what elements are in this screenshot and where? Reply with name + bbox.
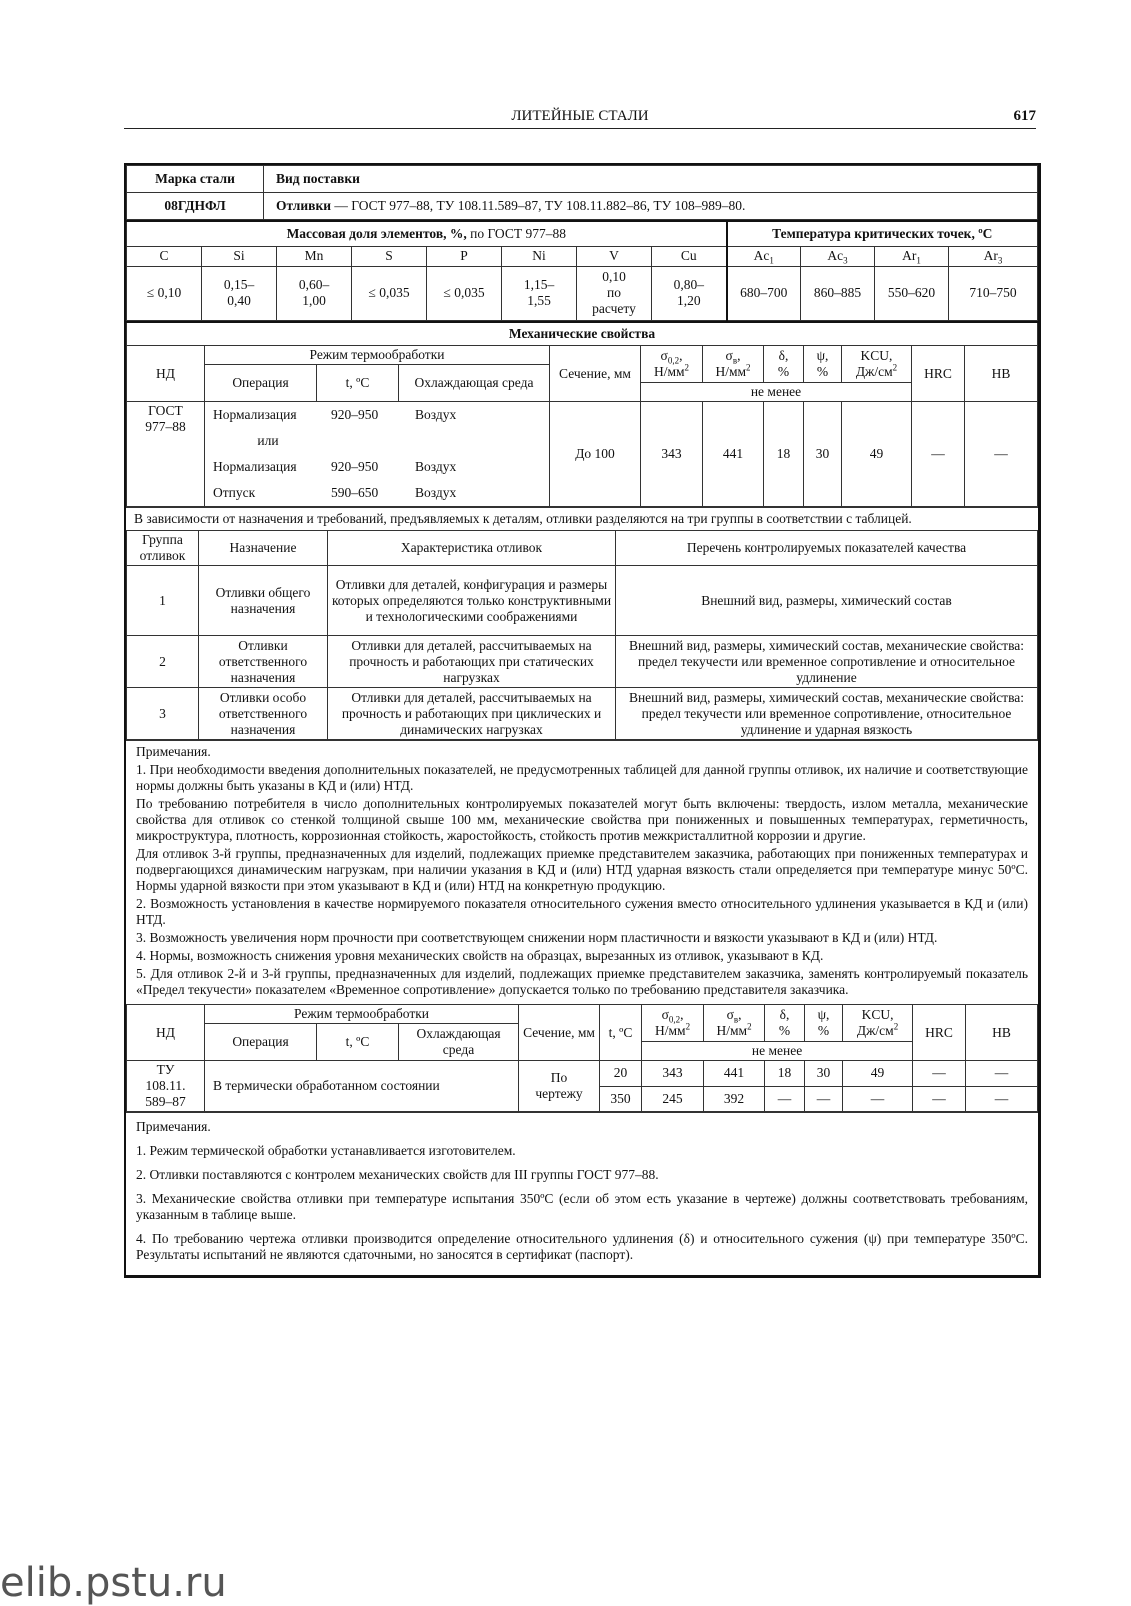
tu-value: 350 — [600, 1086, 642, 1112]
groups-header-0: Группа отливок — [127, 531, 199, 566]
mode-cells — [205, 402, 550, 507]
tu-sigma02-header: $\sigma_{0,2}$, $Н/мм^2$ — [642, 1005, 704, 1042]
group-quality-indicators: Внешний вид, размеры, химический состав, механические свойства: предел текучести или временное сопротивление и относительное удлинение — [616, 636, 1038, 688]
notes-block-2 — [126, 1112, 1038, 1275]
mode-line — [205, 402, 549, 428]
tu-value: — — [805, 1086, 843, 1112]
tu-mode-header: Режим термообработки — [205, 1005, 519, 1024]
tu-delta-header: δ, % — [765, 1005, 805, 1042]
tu-value: 30 — [805, 1061, 843, 1087]
notes-block-1 — [126, 740, 1038, 1004]
note-paragraph: Примечания. — [136, 1119, 211, 1134]
tu-nd-value: ТУ 108.11. 589–87 — [127, 1061, 205, 1112]
element-header-row — [127, 246, 1038, 266]
tu-temp-test-header: t, ºС — [600, 1005, 642, 1061]
psi-value: 30 — [804, 402, 842, 507]
temp-header: t, ºС — [317, 365, 399, 402]
mechanical-properties-table — [126, 321, 1038, 508]
psi-header: ψ, % — [804, 346, 842, 383]
group-row — [127, 636, 1038, 688]
element-header-s: S — [352, 246, 427, 266]
hb-value: — — [965, 402, 1038, 507]
grade-value: 08ГДНФЛ — [127, 193, 264, 220]
tu-section-value: По чертежу — [519, 1061, 600, 1112]
note-paragraph: 3. Возможность увеличения норм прочности при соответствующем снижении норм пластичности и вязкости указывают в КД и (или) НТД. — [136, 930, 938, 945]
tu-section-header: Сечение, мм — [519, 1005, 600, 1061]
tu-value: 49 — [843, 1061, 913, 1087]
tu-value: — — [843, 1086, 913, 1112]
temperature-value: 590–650 — [331, 485, 379, 500]
element-value-cu: 0,80– 1,20 — [652, 266, 727, 320]
operation-value: или — [257, 433, 279, 448]
sigmab-header: $\sigma_в$, $Н/мм^2$ — [703, 346, 764, 383]
running-header — [124, 106, 1036, 129]
tu-value: — — [913, 1086, 966, 1112]
tu-value: — — [765, 1086, 805, 1112]
mode-line — [205, 480, 549, 506]
critical-point-header-ac3: $Ac_3$ — [801, 246, 875, 266]
delta-value: 18 — [764, 402, 804, 507]
group-row — [127, 566, 1038, 636]
element-value-ni: 1,15– 1,55 — [502, 266, 577, 320]
note-paragraph: 3. Механические свойства отливки при температуре испытания 350ºС (если об этом есть указание в чертеже) должны соответствовать требованиям, указанным в таблице выше. — [136, 1191, 1028, 1222]
temperature-value: 920–950 — [331, 407, 379, 422]
tu-value: 245 — [642, 1086, 704, 1112]
groups-header-1: Назначение — [199, 531, 328, 566]
groups-header-3: Перечень контролируемых показателей качества — [616, 531, 1038, 566]
operation-value: Нормализация — [213, 459, 297, 474]
tu-sigmab-header: $\sigma_в$, $Н/мм^2$ — [704, 1005, 765, 1042]
note-paragraph: 4. По требованию чертежа отливки производится определение относительного удлинения (δ) и относительного сужения (ψ) при температуре 350ºС. Результаты испытаний не являются сдаточными, но заносятся в сертификат (паспорт). — [136, 1231, 1028, 1262]
operation-value: Нормализация — [213, 407, 297, 422]
kcu-value: 49 — [842, 402, 912, 507]
note-paragraph: 2. Отливки поставляются с контролем механических свойств для III группы ГОСТ 977–88. — [136, 1167, 659, 1182]
element-value-p: ≤ 0,035 — [427, 266, 502, 320]
page-number: 617 — [1013, 108, 1036, 124]
tu-mechanical-table — [126, 1004, 1038, 1112]
group-purpose: Отливки общего назначения — [199, 566, 328, 636]
grade-label: Марка стали — [127, 166, 264, 193]
groups-header-row — [127, 531, 1038, 566]
hb-header: НВ — [965, 346, 1038, 402]
tu-value: 20 — [600, 1061, 642, 1087]
note-paragraph: 5. Для отливок 2-й и 3-й группы, предназначенных для изделий, подлежащих приемке представителем заказчика, заменять контролируемый показатель «Предел текучести» показателем «Временное сопротивление» допускается только по требованию представителя заказчика. — [136, 966, 1028, 997]
group-purpose: Отливки особо ответственного назначения — [199, 688, 328, 740]
tu-psi-header: ψ, % — [805, 1005, 843, 1042]
tu-value: 441 — [704, 1061, 765, 1087]
critical-point-value-ar1: 550–620 — [875, 266, 949, 320]
element-header-p: P — [427, 246, 502, 266]
group-number: 2 — [127, 636, 199, 688]
critical-points-title: Температура критических точек, ºС — [727, 221, 1038, 246]
mode-line — [205, 428, 549, 454]
nd-value: ГОСТ 977–88 — [127, 402, 205, 507]
sigma02-value: 343 — [641, 402, 703, 507]
tu-nd-header: НД — [127, 1005, 205, 1061]
tu-hb-header: НВ — [966, 1005, 1038, 1061]
element-value-mn: 0,60– 1,00 — [277, 266, 352, 320]
sigmab-value: 441 — [703, 402, 764, 507]
critical-point-value-ac1: 680–700 — [727, 266, 801, 320]
tu-value: — — [966, 1086, 1038, 1112]
grade-table — [126, 165, 1038, 220]
group-purpose: Отливки ответственного назначения — [199, 636, 328, 688]
section-value: До 100 — [550, 402, 641, 507]
group-number: 1 — [127, 566, 199, 636]
cooling-value: Воздух — [415, 485, 457, 500]
cooling-value: Воздух — [415, 459, 457, 474]
mechanical-title: Механические свойства — [127, 322, 1038, 346]
mechanical-data-row — [127, 402, 1038, 507]
element-values-row — [127, 266, 1038, 320]
cooling-value: Воздух — [415, 407, 457, 422]
tu-value: 392 — [704, 1086, 765, 1112]
note-paragraph: 1. При необходимости введения дополнительных показателей, не предусмотренных таблицей для данной группы отливок, их наличие и соответствующие нормы должны быть указаны в КД и (или) НТД. — [136, 762, 1028, 793]
critical-point-header-ar1: $Ar_1$ — [875, 246, 949, 266]
element-value-si: 0,15– 0,40 — [202, 266, 277, 320]
critical-point-value-ac3: 860–885 — [801, 266, 875, 320]
note-paragraph: Для отливок 3-й группы, предназначенных для изделий, подлежащих приемке представителем заказчика, работающих при пониженных температурах и подвергающихся динамическим нагрузкам, при наличии указания в КД и (или) НТД ударная вязкость стали определяется при температуре минус 50ºС. Нормы ударной вязкости при этом указывают в КД и (или) НТД на конкретную продукцию. — [136, 846, 1028, 893]
tu-value: 343 — [642, 1061, 704, 1087]
groups-intro: В зависимости от назначения и требований, предъявляемых к деталям, отливки разделяются на три группы в соответствии с таблицей. — [126, 507, 1038, 530]
note-paragraph: 2. Возможность установления в качестве нормируемого показателя относительного сужения вместо относительного удлинения указывается в КД и (или) НТД. — [136, 896, 1028, 927]
supply-label: Вид поставки — [264, 166, 1038, 193]
section-header: Сечение, мм — [550, 346, 641, 402]
element-value-c: ≤ 0,10 — [127, 266, 202, 320]
hrc-value: — — [912, 402, 965, 507]
mode-header: Режим термообработки — [205, 346, 550, 365]
mode-lines — [205, 402, 549, 506]
composition-title: Массовая доля элементов, %, по ГОСТ 977–88 — [127, 221, 727, 246]
tu-cooling-header: Охлаждающая среда — [399, 1024, 519, 1061]
temperature-value: 920–950 — [331, 459, 379, 474]
group-quality-indicators: Внешний вид, размеры, химический состав, механические свойства: предел текучести или временное сопротивление, относительное удлинение и ударная вязкость — [616, 688, 1038, 740]
min-header: не менее — [641, 383, 912, 402]
element-value-v: 0,10 по расчету — [577, 266, 652, 320]
note-paragraph: Примечания. — [136, 744, 211, 759]
nd-header: НД — [127, 346, 205, 402]
critical-point-header-ac1: $Ac_1$ — [727, 246, 801, 266]
operation-header: Операция — [205, 365, 317, 402]
tu-value: — — [966, 1061, 1038, 1087]
running-title: ЛИТЕЙНЫЕ СТАЛИ — [511, 108, 649, 124]
element-header-ni: Ni — [502, 246, 577, 266]
tu-temp-header: t, ºС — [317, 1024, 399, 1061]
note-paragraph: По требованию потребителя в число дополнительных контролируемых показателей могут быть включены: твердость, излом металла, механические свойства для отливок со стенкой толщиной свыше 100 мм, механические свойства при пониженных и повышенных температурах, герметичность, микроструктура, плотность, коррозионная стойкость, жаростойкость, стойкость против межкристаллитной коррозии и другие. — [136, 796, 1028, 843]
tu-operation-header: Операция — [205, 1024, 317, 1061]
note-paragraph: 4. Нормы, возможность снижения уровня механических свойств на образцах, вырезанных из отливок, указывают в КД. — [136, 948, 824, 963]
tu-operation-value: В термически обработанном состоянии — [205, 1061, 519, 1112]
operation-value: Отпуск — [213, 485, 256, 500]
tu-min-header: не менее — [642, 1042, 913, 1061]
tu-value: 18 — [765, 1061, 805, 1087]
sigma02-header: $\sigma_{0,2}$, $Н/мм^2$ — [641, 346, 703, 383]
groups-table — [126, 530, 1038, 740]
supply-value: Отливки — ГОСТ 977–88, ТУ 108.11.589–87, ТУ 108.11.882–86, ТУ 108–989–80. — [264, 193, 1038, 220]
cooling-header: Охлаждающая среда — [399, 365, 550, 402]
group-characteristic: Отливки для деталей, рассчитываемых на прочность и работающих при статических нагрузках — [328, 636, 616, 688]
note-paragraph: 1. Режим термической обработки устанавливается изготовителем. — [136, 1143, 516, 1158]
hrc-header: HRC — [912, 346, 965, 402]
watermark: elib.pstu.ru — [0, 1560, 227, 1606]
mode-line — [205, 454, 549, 480]
critical-point-value-ar3: 710–750 — [949, 266, 1038, 320]
critical-point-header-ar3: $Ar_3$ — [949, 246, 1038, 266]
delta-header: δ, % — [764, 346, 804, 383]
element-header-v: V — [577, 246, 652, 266]
group-row — [127, 688, 1038, 740]
element-header-mn: Mn — [277, 246, 352, 266]
group-quality-indicators: Внешний вид, размеры, химический состав — [616, 566, 1038, 636]
tu-hrc-header: HRC — [913, 1005, 966, 1061]
element-header-si: Si — [202, 246, 277, 266]
group-characteristic: Отливки для деталей, рассчитываемых на прочность и работающих при циклических и динамических нагрузках — [328, 688, 616, 740]
element-value-s: ≤ 0,035 — [352, 266, 427, 320]
group-characteristic: Отливки для деталей, конфигурация и размеры которых определяются только конструктивными и технологическими соображениями — [328, 566, 616, 636]
kcu-header: KCU, $Дж/см^2$ — [842, 346, 912, 383]
group-number: 3 — [127, 688, 199, 740]
tu-data-row — [127, 1061, 1038, 1087]
groups-header-2: Характеристика отливок — [328, 531, 616, 566]
tu-value: — — [913, 1061, 966, 1087]
element-header-c: C — [127, 246, 202, 266]
composition-table — [126, 220, 1038, 321]
tu-kcu-header: KCU, $Дж/см^2$ — [843, 1005, 913, 1042]
element-header-cu: Cu — [652, 246, 727, 266]
steel-datasheet — [124, 163, 1041, 1278]
